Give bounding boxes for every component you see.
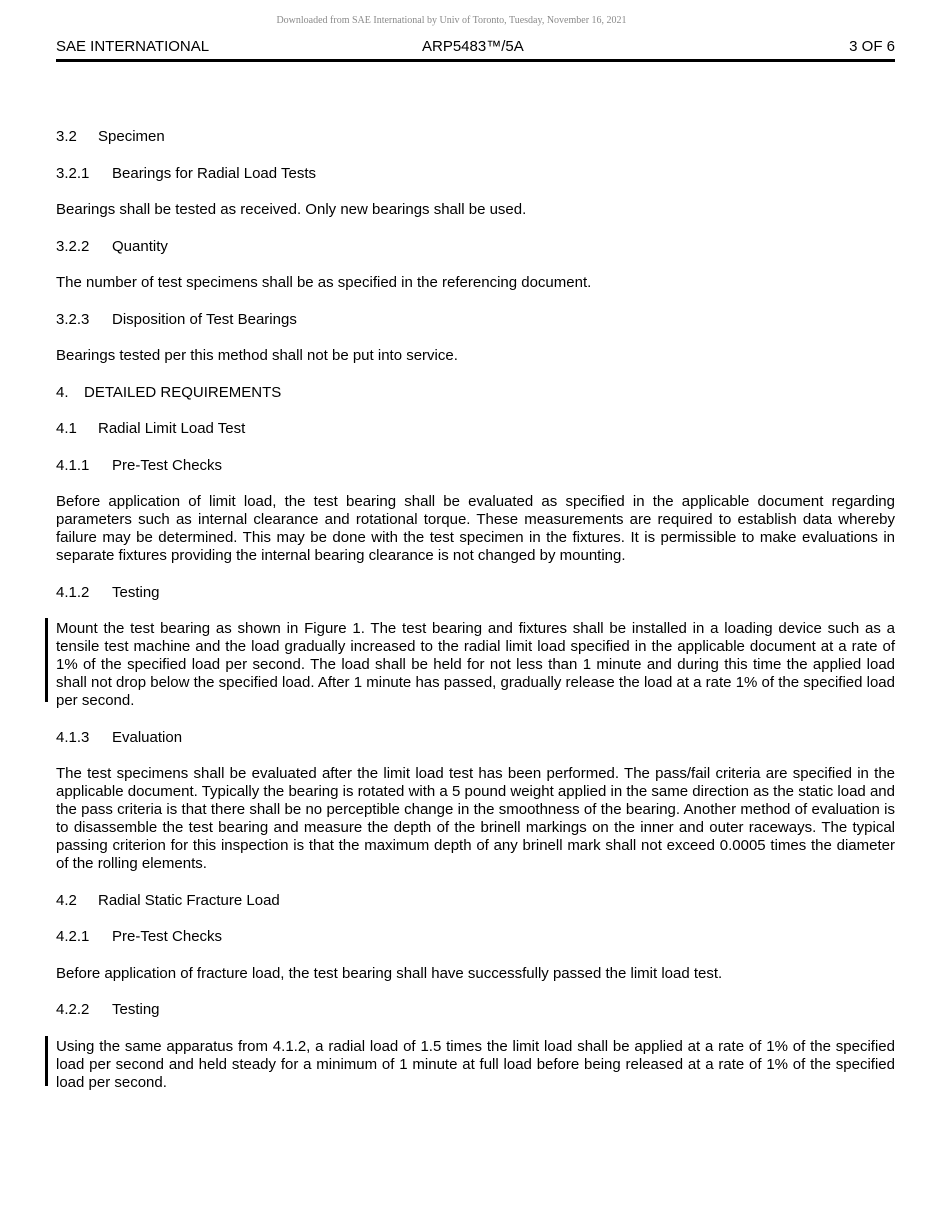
section-paragraph-4-2-1: Before application of fracture load, the test bearing shall have successfully passed the limit load test. [56, 964, 723, 982]
section-heading-4 [56, 384, 895, 402]
section-paragraph-4-1-3: The test specimens shall be evaluated after the limit load test has been performed. The pass/fail criteria are specified in the applicable document. Typically the bearing is rotated with a 5 pound weight applied in the same direction as the static load and the pass criteria is that there shall be no perceptible change in the smoothness of the bearing. Another method of evaluation is to disassemble the test bearing and measure the depth of the brinell markings on the inner and outer raceways. The typical passing criterion for this inspection is that the maximum depth of any brinell mark shall not exceed 0.0005 times the diameter of the rolling elements. [56, 765, 895, 872]
section-heading-4-1-3 [56, 729, 895, 747]
section-paragraph-3-2-1: Bearings shall be tested as received. Only new bearings shall be used. [56, 201, 527, 218]
section-heading-4-2 [56, 892, 895, 910]
section-paragraph-4-1-2: Mount the test bearing as shown in Figure 1. The test bearing and fixtures shall be installed in a loading device such as a tensile test machine and the load gradually increased to the radial limit load specified in the applicable document at a rate of 1% of the specified load per second. The load shall be held for not less than 1 minute and during this time the applied load shall not drop below the specified load. After 1 minute has passed, gradually release the load at a rate 1% of the specified load per second. [56, 620, 895, 709]
section-title: Radial Limit Load Test [98, 420, 246, 437]
revised-paragraph-4-1-2 [56, 620, 895, 710]
section-number: 4.1.3 [56, 728, 90, 746]
section-title: Evaluation [112, 728, 183, 746]
section-paragraph-4-2-2: Using the same apparatus from 4.1.2, a radial load of 1.5 times the limit load shall be applied at a rate of 1% of the specified load per second and held steady for a minimum of 1 minute at full load before being released at a rate of 1% of the specified load per second. [56, 1037, 895, 1091]
section-heading-3-2-3 [56, 311, 895, 329]
document-body [56, 128, 895, 1110]
section-number: 4.2 [56, 891, 77, 909]
section-heading-3-2 [56, 128, 895, 146]
section-paragraph-3-2-3: Bearings tested per this method shall not be put into service. [56, 347, 458, 364]
section-number: 4.1.1 [56, 456, 90, 474]
section-number: 4.1.2 [56, 583, 90, 601]
revised-paragraph-4-2-2 [56, 1038, 895, 1092]
section-paragraph-4-1-1: Before application of limit load, the test bearing shall be evaluated as specified in the applicable document regarding parameters such as internal clearance and rotational torque. These measurements are required to establish data whereby failure may be determined. This may be done with the test specimen in the fixtures. It is permissible to make evaluations in separate fixtures providing the internal bearing clearance is not changed by mounting. [56, 493, 895, 564]
section-heading-4-1 [56, 420, 895, 438]
header-organization: SAE INTERNATIONAL [56, 38, 210, 55]
download-watermark: Downloaded from SAE International by Univ of Toronto, Tuesday, November 16, 2021 [276, 15, 627, 26]
section-title: Quantity [112, 237, 168, 255]
section-number: 3.2.3 [56, 310, 90, 328]
section-title: Bearings for Radial Load Tests [112, 164, 317, 182]
section-number: 3.2.2 [56, 237, 90, 255]
section-title: DETAILED REQUIREMENTS [84, 383, 282, 401]
section-heading-3-2-2 [56, 238, 895, 256]
header-page-number: 3 OF 6 [849, 38, 895, 55]
section-title: Specimen [98, 128, 165, 145]
section-heading-3-2-1 [56, 165, 895, 183]
revision-change-bar [45, 1036, 48, 1086]
section-title: Testing [112, 1001, 160, 1018]
section-heading-4-1-1 [56, 457, 895, 475]
header-rule [56, 59, 895, 62]
section-paragraph-3-2-2: The number of test specimens shall be as specified in the referencing document. [56, 274, 592, 291]
section-title: Disposition of Test Bearings [112, 310, 297, 328]
section-number: 4.2.2 [56, 1001, 90, 1018]
section-title: Radial Static Fracture Load [98, 891, 280, 909]
section-number: 4. [56, 383, 69, 401]
section-title: Testing [112, 583, 160, 601]
section-title: Pre-Test Checks [112, 928, 223, 945]
section-heading-4-2-1 [56, 928, 895, 946]
section-heading-4-1-2 [56, 584, 895, 602]
section-title: Pre-Test Checks [112, 456, 223, 474]
section-number: 3.2.1 [56, 164, 90, 182]
section-heading-4-2-2 [56, 1001, 895, 1019]
section-number: 3.2 [56, 128, 77, 145]
header-document-number: ARP5483™/5A [422, 38, 524, 55]
revision-change-bar [45, 618, 48, 702]
section-number: 4.2.1 [56, 928, 90, 945]
section-number: 4.1 [56, 420, 77, 437]
page-header [56, 38, 895, 58]
